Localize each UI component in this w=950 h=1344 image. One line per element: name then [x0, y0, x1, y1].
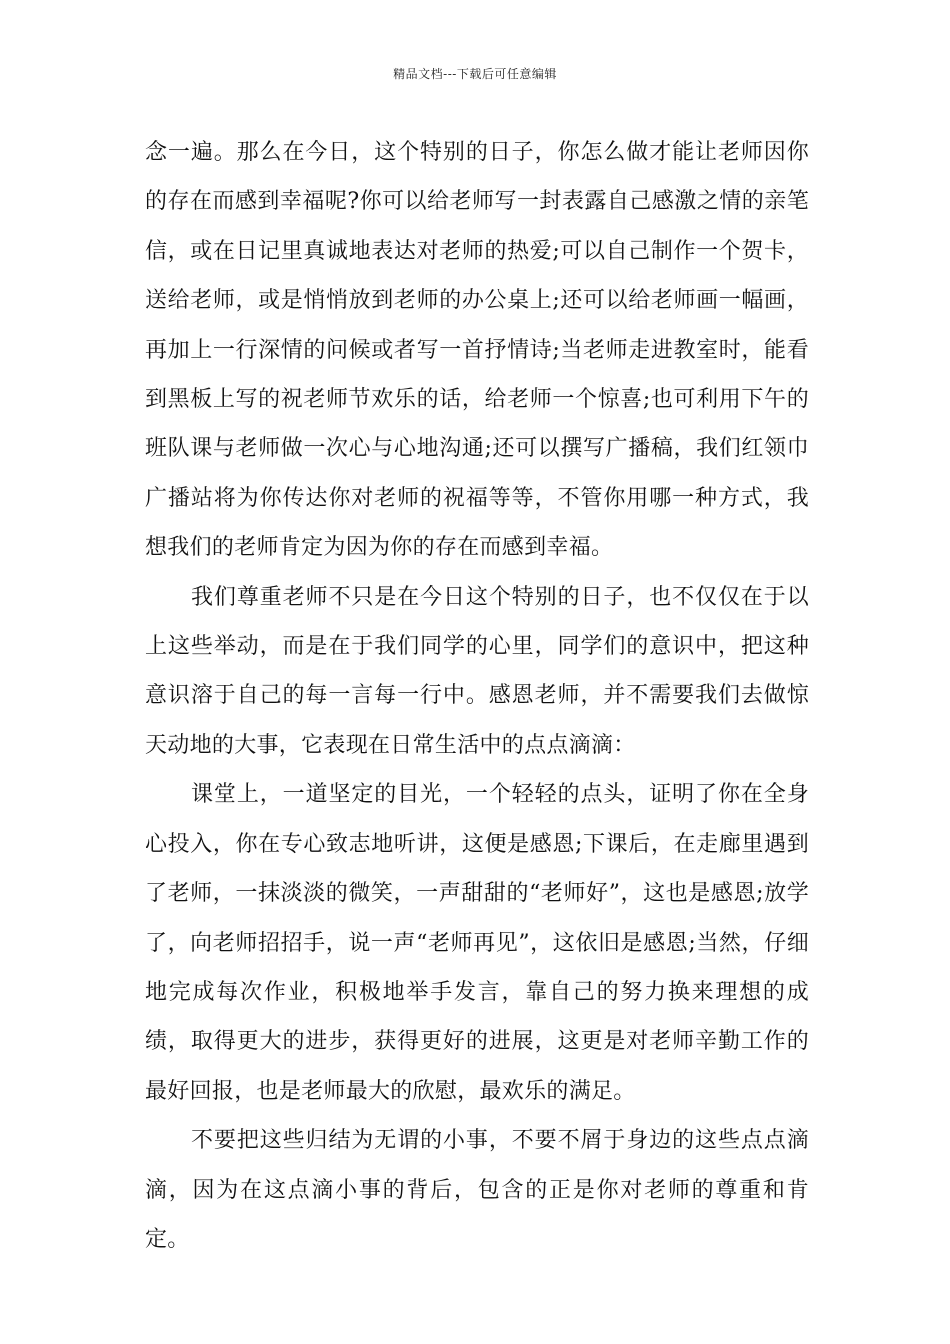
- paragraph-respect-teachers: 我们尊重老师不只是在今日这个特别的日子，也不仅仅在于以上这些举动，而是在于我们同学的心里，同学们的意识中，把这种意识溶于自己的每一言每一行中。感恩老师，并不需要我们去做惊天动地的大事，它表现在日常生活中的点点滴滴：: [145, 584, 809, 758]
- page-header: 精品文档---下载后可任意编辑: [393, 67, 557, 81]
- paragraph-continuation: 念一遍。那么在今日，这个特别的日子，你怎么做才能让老师因你的存在而感到幸福呢?你可以给老师写一封表露自己感激之情的亲笔信，或在日记里真诚地表达对老师的热爱;可以自己制作一个贺卡，送给老师，或是悄悄放到老师的办公桌上;还可以给老师画一幅画，再加上一行深情的问候或者写一首抒情诗;当老师走进教室时，能看到黑板上写的祝老师节欢乐的话，给老师一个惊喜;也可利用下午的班队课与老师做一次心与心地沟通;还可以撰写广播稿，我们红领巾广播站将为你传达你对老师的祝福等等，不管你用哪一种方式，我想我们的老师肯定为因为你的存在而感到幸福。: [145, 140, 809, 561]
- paragraph-small-things: 不要把这些归结为无谓的小事，不要不屑于身边的这些点点滴滴，因为在这点滴小事的背后，包含的正是你对老师的尊重和肯定。: [145, 1128, 809, 1252]
- paragraph-classroom-gratitude: 课堂上，一道坚定的目光，一个轻轻的点头，证明了你在全身心投入，你在专心致志地听讲，这便是感恩;下课后，在走廊里遇到了老师，一抹淡淡的微笑，一声甜甜的“老师好”，这也是感恩;放学了，向老师招招手，说一声“老师再见”，这依旧是感恩;当然，仔细地完成每次作业，积极地举手发言，靠自己的努力换来理想的成绩，取得更大的进步，获得更好的进展，这更是对老师辛勤工作的最好回报，也是老师最大的欣慰，最欢乐的满足。: [145, 782, 809, 1104]
- document-body: [145, 128, 809, 1264]
